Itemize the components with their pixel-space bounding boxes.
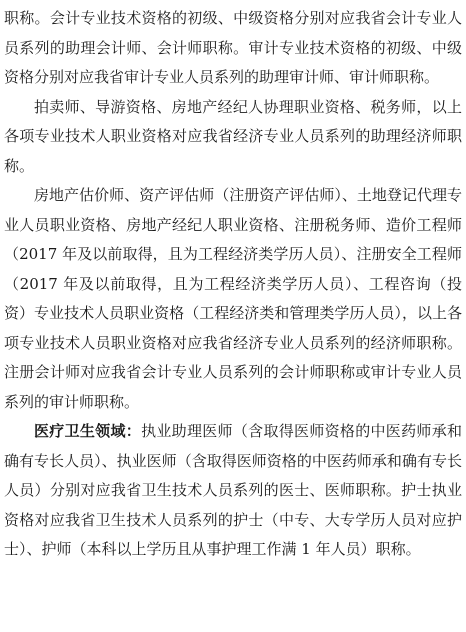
paragraph-economist [4,181,462,417]
paragraph-medical-health [4,417,462,565]
paragraph-assistant-economist [4,93,462,182]
paragraph-accounting-audit [4,4,462,93]
section-lead-medical-health: 医疗卫生领域： [34,422,142,440]
paragraph-text: 房地产估价师、资产评估师（注册资产评估师）、土地登记代理专业人员职业资格、房地产经纪人职业资格、注册税务师、造价工程师（2017 年及以前取得，且为工程经济类学历人员）、注册安全工程师（2017 年及以前取得，且为工程经济类学历人员）、工程咨询（投资）专业技术人员职业资格（工程经济类和管理类学历人员），以上各项专业技术人员职业资格对应我省经济专业人员系列的经济师职称。注册会计师对应我省会计专业人员系列的会计师职称或审计专业人员系列的审计师职称。 [4,186,462,411]
paragraph-text: 拍卖师、导游资格、房地产经纪人协理职业资格、税务师，以上各项专业技术人职业资格对应我省经济专业人员系列的助理经济师职称。 [4,97,462,175]
paragraph-text: 职称。会计专业技术资格的初级、中级资格分别对应我省会计专业人员系列的助理会计师、会计师职称。审计专业技术资格的初级、中级资格分别对应我省审计专业人员系列的助理审计师、审计师职称。 [4,9,462,86]
paragraph-text: 执业助理医师（含取得医师资格的中医药师承和确有专长人员）、执业医师（含取得医师资格的中医药师承和确有专长人员）分别对应我省卫生技术人员系列的医士、医师职称。护士执业资格对应我省卫生技术人员系列的护士（中专、大专学历人员对应护士）、护师（本科以上学历且从事护理工作满 1 年人员）职称。 [4,422,462,558]
